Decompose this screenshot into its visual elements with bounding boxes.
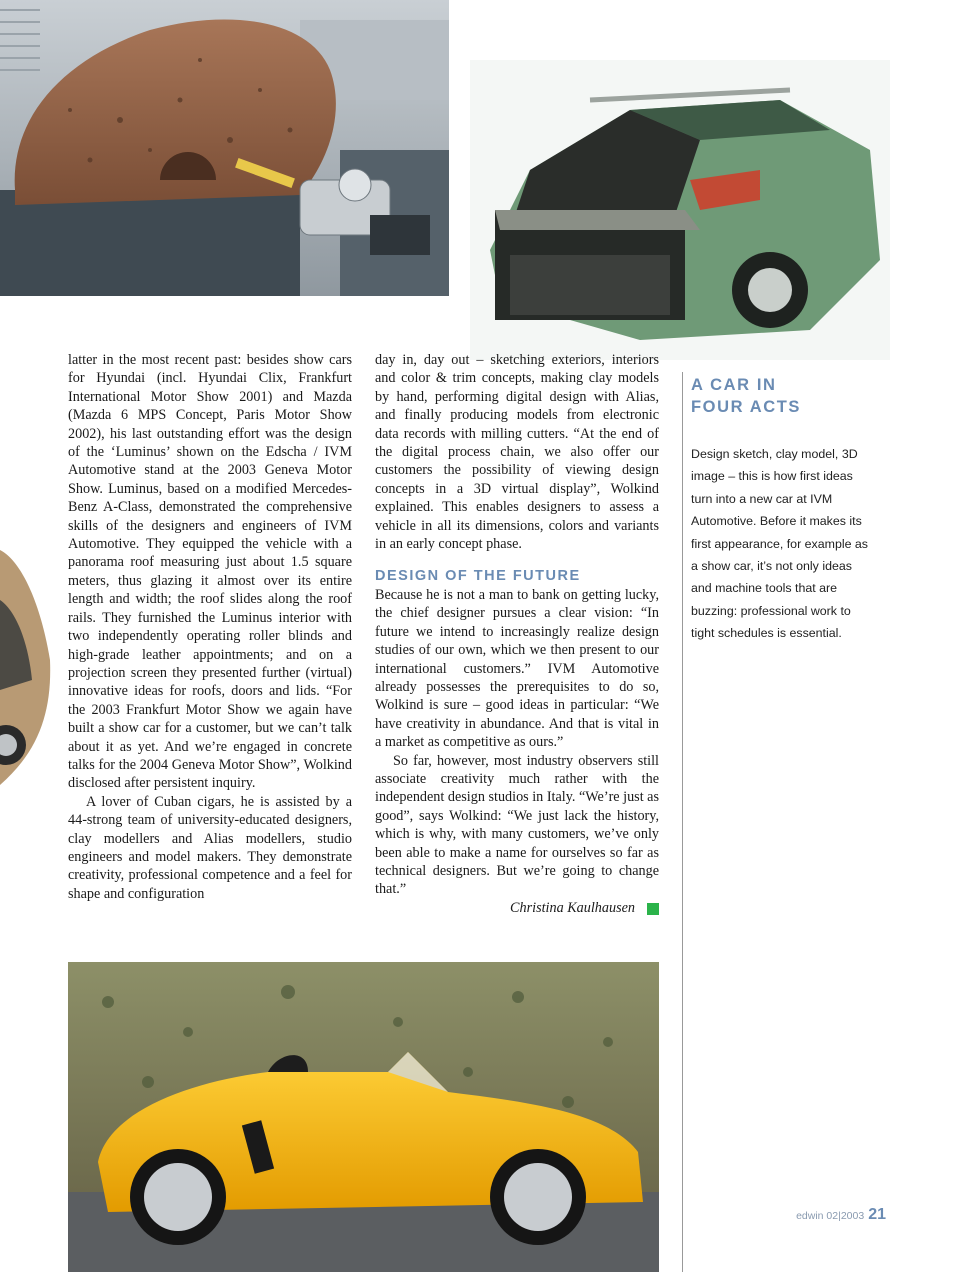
sidebar-title-line: FOUR ACTS	[691, 398, 802, 416]
paragraph: latter in the most recent past: besides show cars for Hyundai (incl. Hyundai Clix, Frankfurt International Motor Show 2001) and Mazda (Mazda 6 MPS Concept, Paris Motor Show 2002), his last outstanding effort was the design of the ‘Luminus’ shown on the Edscha / IVM Automotive stand at the 2003 Geneva Motor Show. Luminus, based on a modified Mercedes-Benz A-Class, demonstrated the comprehensive skills of the designers and engineers of IVM Automotive. They equipped the vehicle with a panorama roof measuring just about 1.5 square meters, thus glazing it almost over its entire length and width; the roof slides along the roof rails. They furnished the Luminus interior with two independently operating roller blinds and high-grade leather appointments; and on a projection screen they presented further (virtual) innovative ideas for roofs, doors and lids. “For the 2003 Frankfurt Motor Show we again have built a show car for a customer, but we can’t talk about it as yet. And we’re engaged in concrete talks for the 2004 Geneva Motor Show”, Wolkind disclosed after persistent inquiry.	[68, 352, 352, 792]
paragraph: So far, however, most industry observers still associate creativity much rather with the independent design studios in Italy. “We’re just as good”, says Wolkind: “We just lack the history, which is why, with many customers, we’ve only been able to make a name for ourselves so far as technical designers. But we’re going to change that.”	[375, 752, 659, 898]
sidebar-caption: Design sketch, clay model, 3D image – this is how first ideas turn into a new car at IVM Automotive. Before it makes its first appearance, for example as a show car, it’s not only ideas and machine tools that are buzzing: professional work to tight schedules is essential.	[691, 447, 869, 641]
section-heading: DESIGN OF THE FUTURE	[375, 568, 581, 585]
article-column-2	[375, 351, 659, 917]
sidebar-divider	[682, 372, 683, 1272]
publication-label: edwin 02|2003	[796, 1210, 865, 1222]
sidebar-title	[691, 374, 851, 418]
yellow-roadster-photo	[68, 962, 659, 1272]
beige-car-partial	[0, 540, 52, 790]
clay-model-photo	[0, 0, 449, 296]
article-column-1	[68, 351, 352, 903]
page-footer	[796, 1206, 886, 1224]
sidebar-title-line: A CAR IN	[691, 376, 777, 394]
author-name: Christina Kaulhausen	[510, 899, 635, 916]
page-number: 21	[868, 1206, 886, 1223]
paragraph: day in, day out – sketching exteriors, interiors and color & trim concepts, making clay models by hand, performing digital design with Alias, and finally producing models from electronic data records with milling cutters. “At the end of the digital process chain, we also offer our customers the possibility of viewing design concepts in a 3D virtual display”, Wolkind explained. This enables designers to assess a vehicle in all its dimensions, colors and variants in an early concept phase.	[375, 352, 659, 553]
paragraph: Because he is not a man to bank on getting lucky, the chief designer pursues a clear vision: “In future we intend to increasingly realize design studies of our own, which we then present to our international customers.” IVM Automotive already possesses the prerequisites to do so, Wolkind is sure – good ideas in particular: “We have creativity in abundance. And that is vital in a market as competitive as ours.”	[375, 586, 659, 751]
paragraph: A lover of Cuban cigars, he is assisted by a 44-strong team of university-educated designers, clay modellers and Alias modellers, studio engineers and model makers. They demonstrate creativity, professional competence and a feel for shape and configuration	[68, 793, 352, 902]
end-of-article-mark	[647, 903, 659, 915]
author-byline	[375, 899, 659, 917]
green-car-render	[470, 60, 890, 360]
